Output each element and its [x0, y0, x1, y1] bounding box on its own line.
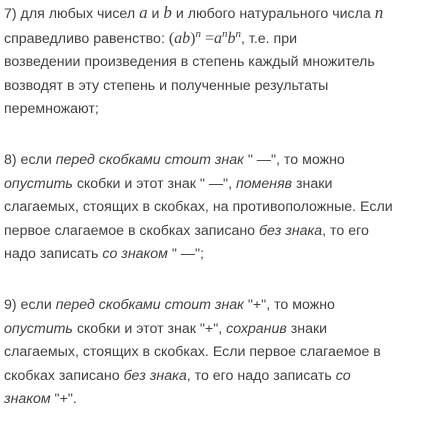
formula-a: a: [214, 29, 223, 47]
text-fragment: знаки: [286, 320, 328, 337]
formula-exponent: n: [235, 27, 242, 40]
formula-b: b: [227, 29, 236, 47]
italic-phrase: опустить: [4, 320, 73, 337]
formula-open-paren: (: [168, 29, 175, 47]
rule-8-line-1: [4, 149, 437, 173]
formula-exponent: n: [195, 27, 201, 40]
text-fragment: и любого натурального числа: [171, 6, 375, 22]
rule-7-line-2: [4, 27, 437, 52]
rule-8-line-3: слагаемых, стоящих в скобках, на противоположные. Если: [4, 199, 393, 215]
rule-9-line-5: [4, 388, 437, 412]
formula-equals: =: [201, 29, 215, 47]
rule-9-paragraph: [4, 294, 437, 412]
text-fragment: справедливо равенство:: [4, 30, 169, 47]
rule-9-line-2: [4, 318, 437, 342]
italic-phrase: без знака: [123, 367, 187, 384]
italic-phrase: поменяв: [235, 175, 293, 192]
text-fragment: и: [147, 6, 164, 22]
text-fragment: , то его надо записать: [186, 367, 336, 384]
variable-a: a: [139, 3, 148, 22]
italic-phrase: опустить: [4, 175, 73, 192]
italic-phrase: со: [335, 367, 351, 384]
rule-8-line-2: [4, 173, 437, 197]
text-fragment: надо записать: [4, 246, 103, 262]
variable-b: b: [163, 3, 172, 22]
rule-8-line-4: [4, 220, 437, 244]
text-fragment: скобках записано: [4, 367, 124, 384]
italic-phrase: знаком: [4, 391, 51, 407]
text-fragment: 9) если: [4, 297, 56, 313]
text-fragment: " —", то можно: [243, 152, 345, 168]
rule-7-paragraph: [4, 1, 437, 122]
italic-phrase: со знаком: [102, 246, 168, 262]
text-fragment: 7) для любых чисел: [4, 6, 140, 22]
text-fragment: скобки и этот знак " —",: [72, 175, 236, 192]
italic-phrase: перед скобками стоит знак: [55, 297, 244, 313]
formula-exponent: n: [222, 27, 228, 40]
italic-phrase: сохранив: [226, 320, 287, 337]
rule-8-line-5: [4, 243, 437, 267]
rule-8-paragraph: [4, 149, 437, 267]
text-fragment: "+".: [50, 391, 77, 407]
formula-ab: ab: [174, 29, 191, 47]
rule-7-line-5: перемножают;: [4, 101, 99, 117]
text-fragment: , то его: [322, 222, 369, 239]
text-fragment: , т.е. при: [241, 30, 298, 47]
rule-7-line-3: возведении произведения в степень каждый множитель: [4, 54, 375, 70]
rule-9-line-4: [4, 365, 437, 389]
rule-9-line-3: слагаемых, стоящих в скобках. Если первое слагаемое в: [4, 344, 381, 360]
text-fragment: знаки: [292, 175, 333, 192]
italic-phrase: без знака: [259, 222, 323, 239]
text-fragment: "+", то можно: [243, 297, 335, 313]
text-fragment: " —";: [167, 246, 204, 262]
text-fragment: первое слагаемое в скобках записано: [4, 222, 260, 239]
rule-7-line-1: [4, 1, 437, 27]
rule-9-line-1: [4, 294, 437, 318]
text-fragment: 8) если: [4, 152, 56, 168]
power-of-product-formula: [168, 27, 242, 47]
italic-phrase: перед скобками стоит знак: [55, 152, 244, 168]
formula-close-paren: ): [190, 29, 196, 47]
rule-7-line-4: возводят в эту степень и полученные результаты: [4, 77, 329, 94]
variable-n: n: [374, 3, 384, 22]
text-fragment: скобки и этот знак "+",: [72, 320, 227, 337]
